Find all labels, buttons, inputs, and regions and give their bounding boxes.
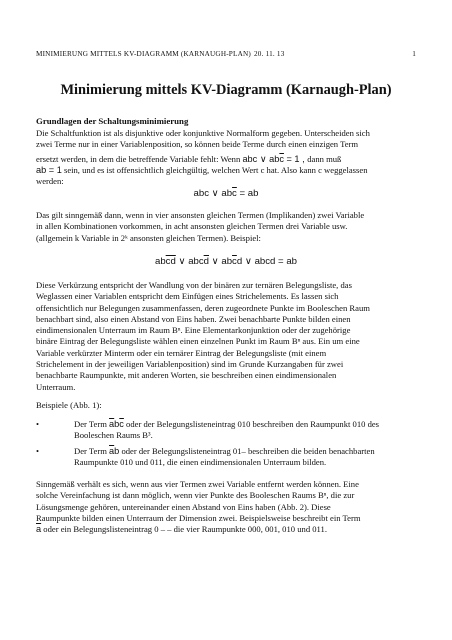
formula-term-negated: $\overline{c}$ (119, 419, 124, 429)
para3-line1: Diese Verkürzung entspricht der Wandlung von der binären zur ternären Belegungsliste, das (36, 280, 352, 290)
formula-term: ab (269, 153, 280, 164)
para1-line4 (36, 165, 416, 176)
para3-line7: Variable verkürzter Minterm oder ein ternärer Eintrag der Belegungsliste (mit einem (36, 347, 327, 358)
formula-term: d (236, 256, 243, 267)
para3-line5: eindimensionalen Unterraum im Raum Bⁿ. Eine Elementarkonjunktion oder der zugehörige (36, 325, 351, 336)
bullet-1-line2: Booleschen Raums B³. (74, 430, 153, 441)
para4-line2: solche Vereinfachung ist dann möglich, wenn vier Punkte des Booleschen Raums Bⁿ, die zur (36, 490, 355, 501)
para3-line9: benachbarte Raumpunkte, mit anderen Worten, sie beschreiben einen eindimensionalen (36, 370, 337, 381)
or-symbol: ∨ (259, 153, 267, 164)
bullet-2-text (74, 446, 416, 469)
bullet-dot: • (36, 419, 40, 429)
formula-term: abc (193, 188, 209, 199)
para4-line3: Lösungsmenge gehören, untereinander einen Abstand von Eins haben (Abb. 2). Diese (36, 501, 331, 512)
or-symbol: ∨ (211, 188, 219, 199)
formula-term: ab (155, 256, 166, 267)
para3-line2: Weglassen einer Variablen entspricht dem Einfügen eines Strichelements. Es lassen sich (36, 291, 339, 302)
para4-line5-text: oder ein Belegungslisteneintrag 0 – – die vier Raumpunkte 000, 001, 010 und 011. (43, 524, 327, 535)
formula-term: ab (221, 256, 233, 267)
para1-line4-text: sein, und es ist offensichtlich gleichgültig, welchen Wert c hat. Also kann c weggelassen (63, 164, 368, 175)
running-header (36, 50, 416, 62)
para3-line4: benachbart sind, also einen Abstand von Eins haben. Zwei benachbarte Punkte bilden einen (36, 313, 351, 324)
formula-term-negated: $\overline{a}$ (109, 446, 115, 456)
para3-line3: offensichtlich nur Belegungen zusammenfassen, deren zugeordnete Punkte im Booleschen Raum (36, 302, 370, 313)
para1-line3-formula (242, 154, 307, 164)
formula-term-negated: $\overline{c}$ (232, 188, 237, 199)
para4-line5 (36, 524, 416, 535)
formula-term-negated: $\overline{c}$ (232, 256, 237, 267)
para1-line1: Die Schaltfunktion ist als disjunktive oder konjunktive Normalform gegeben. Unterscheiden sich (36, 128, 370, 138)
para3-line6: binäre Eintrag der Belegungsliste wählen einen einzelnen Punkt im Raum Bⁿ aus. Ein um eine (36, 336, 360, 347)
para1-line3-text-b: dann muß (307, 153, 342, 164)
formula-term: abc (188, 256, 204, 267)
bullet-2-formula (109, 446, 119, 456)
section-heading: Grundlagen der Schaltungsminimierung (36, 116, 189, 126)
formula-term-negated: $\overline{a}$ (109, 419, 115, 429)
para1-line2: zwei Terme nur in einer Variablenposition, so können beide Terme durch einen einzigen Term (36, 139, 359, 150)
formula-term-negated: $\overline{c}$ (279, 153, 284, 164)
para3-line10: Unterraum. (36, 381, 76, 392)
bullet-2-line1 (74, 446, 416, 457)
para4-line4: Raumpunkte bilden einen Unterraum der Dimension zwei. Beispielsweise beschreibt ein Term (36, 512, 361, 523)
bullet-1-post: oder der Belegungslisteneintrag 010 beschreiben den Raumpunkt 010 des (126, 419, 380, 429)
para2-line3: (allgemein k Variable in 2ᵏ ansonsten gleichen Termen). Beispiel: (36, 232, 261, 243)
bullet-1-pre: Der Term (74, 419, 107, 429)
bullet-2-pre: Der Term (74, 446, 107, 456)
page-number: 1 (412, 50, 416, 58)
formula-term: abcd (254, 256, 276, 267)
para4-line1: Sinngemäß verhält es sich, wenn aus vier Termen zwei Variable entfernt werden können. Eine (36, 479, 359, 489)
formula-equals: = 1 , (286, 153, 305, 164)
or-symbol: ∨ (244, 256, 252, 267)
paragraph-4 (36, 479, 416, 535)
para2-line2: in allen Kombinationen vorkommen, in acht ansonsten gleichen Termen drei Variable usw. (36, 221, 348, 232)
bullet-2-line2: Raumpunkte 010 und 011, die einen eindimensionalen Unterraum bilden. (74, 457, 327, 468)
para1-line4-formula: ab = 1 (36, 164, 62, 175)
para2-line1: Das gilt sinngemäß dann, wenn in vier ansonsten gleichen Termen (Implikanden) zwei Variable (36, 210, 365, 220)
para3-line8: Strichelement in der jeweiligen Variablenposition) sind im Grunde Kurzangaben für zwei (36, 359, 344, 370)
or-symbol: ∨ (178, 256, 186, 267)
paragraph-3 (36, 280, 416, 393)
bullet-1-formula (109, 419, 124, 429)
or-symbol: ∨ (211, 256, 219, 267)
bullet-1-text (74, 419, 416, 442)
bullet-dot: • (36, 446, 40, 456)
formula-term-negated: $\overline{a}$ (36, 524, 42, 535)
formula-2 (0, 256, 452, 267)
formula-term: b (114, 419, 120, 429)
formula-equals: = ab (239, 188, 259, 199)
formula-term: b (114, 446, 120, 456)
formula-term-negated: $\overline{d}$ (203, 256, 209, 267)
formula-equals: = ab (278, 256, 297, 267)
paragraph-2 (36, 210, 416, 244)
formula-term-negated: $\overline{cd}$ (165, 256, 176, 267)
formula-term: ab (221, 188, 233, 199)
page-title: Minimierung mittels KV-Diagramm (Karnaugh-Plan) (60, 82, 392, 98)
header-date: 20. 11. 13 (254, 50, 285, 58)
bullet-2-post: oder der Belegungslisteneintrag 01– beschreiben die beiden benachbarten (121, 446, 375, 456)
para1-line3-text-a: ersetzt werden, in dem die betreffende Variable fehlt: Wenn (36, 153, 241, 164)
header-title: MINIMIERUNG MITTELS KV-DIAGRAMM (KARNAUGH-PLAN) (36, 50, 251, 58)
formula-1 (0, 188, 452, 199)
bullet-1-line1 (74, 419, 416, 430)
formula-term: abc (242, 153, 258, 164)
paragraph-1 (36, 128, 416, 187)
para1-line3 (36, 154, 416, 165)
examples-label: Beispiele (Abb. 1): (36, 400, 102, 410)
para1-line5: werden: (36, 176, 64, 187)
